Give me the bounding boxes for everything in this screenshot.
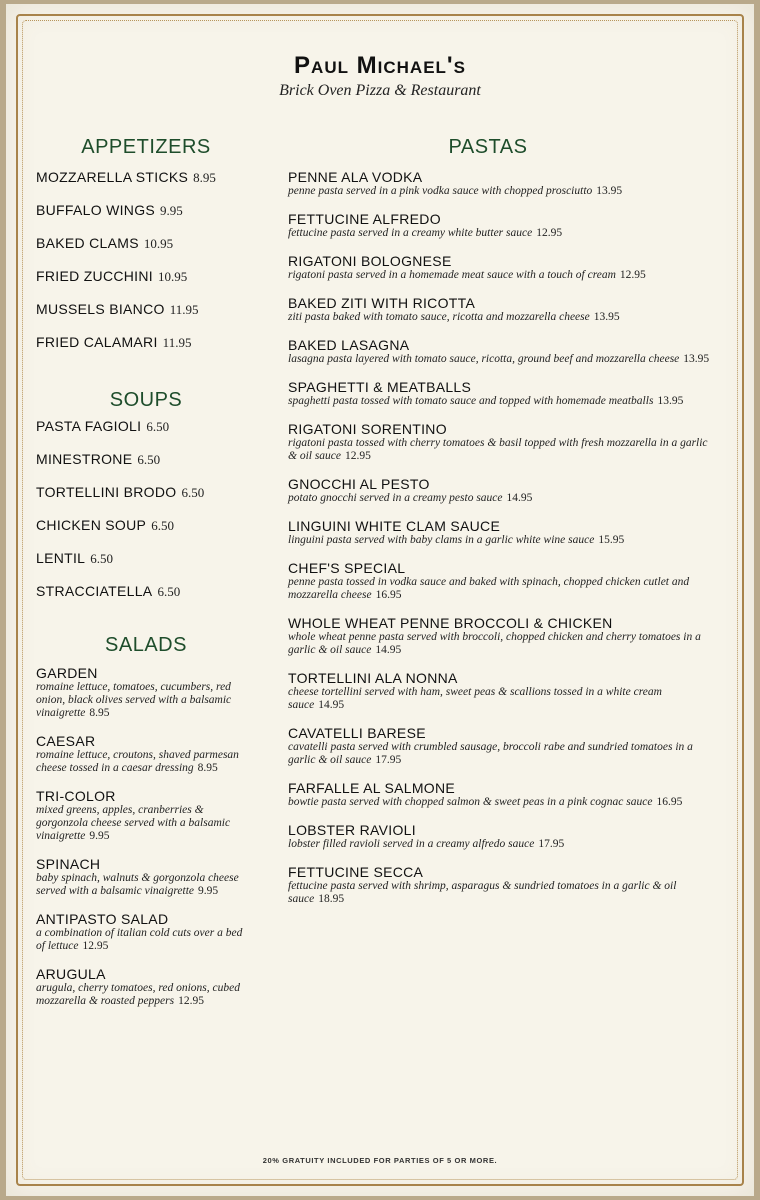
item-price: 13.95	[593, 311, 620, 323]
item-price: 8.95	[89, 707, 110, 719]
menu-item	[288, 169, 728, 198]
appetizers-heading: APPETIZERS	[81, 136, 211, 158]
item-description	[288, 437, 718, 463]
item-name: LOBSTER RAVIOLI	[288, 822, 416, 838]
item-description	[288, 227, 718, 240]
menu-item	[36, 911, 286, 953]
item-description-text: lobster filled ravioli served in a creamy alfredo sauce	[288, 838, 535, 850]
item-name: PENNE ALA VODKA	[288, 169, 423, 185]
item-price: 12.95	[345, 450, 371, 462]
menu-item	[36, 235, 286, 268]
menu-item	[36, 517, 286, 550]
item-name: BAKED ZITI WITH RICOTTA	[288, 295, 476, 311]
item-price: 12.95	[82, 940, 109, 952]
item-price: 13.95	[657, 395, 684, 407]
appetizers-list	[36, 169, 286, 367]
soups-list	[36, 418, 286, 616]
item-description-text: mixed greens, apples, cranberries & gorgonzola cheese served with a balsamic vinaigrette	[36, 804, 231, 842]
item-description	[288, 353, 718, 366]
item-name: TORTELLINI BRODO	[36, 484, 177, 500]
pastas-list	[288, 169, 728, 906]
menu-item	[288, 476, 728, 505]
menu-item	[288, 864, 728, 906]
item-name: MUSSELS BIANCO	[36, 301, 165, 317]
pastas-heading: PASTAS	[448, 136, 528, 158]
menu-item	[288, 615, 728, 657]
menu-item	[288, 780, 728, 809]
restaurant-name: Paul Michael's	[294, 52, 466, 79]
item-name: GARDEN	[36, 665, 98, 681]
item-name: BAKED CLAMS	[36, 235, 139, 251]
item-name: FETTUCINE ALFREDO	[288, 211, 441, 227]
item-name: RIGATONI BOLOGNESE	[288, 253, 452, 269]
item-description	[288, 631, 718, 657]
item-price: 6.50	[90, 551, 114, 566]
item-description-text: whole wheat penne pasta served with broccoli, chopped chicken and cherry tomatoes in a garlic & oil sauce	[288, 631, 701, 656]
item-description-text: romaine lettuce, croutons, shaved parmesan cheese tossed in a caesar dressing	[36, 749, 239, 774]
item-price: 11.95	[162, 335, 192, 350]
item-description	[36, 927, 251, 953]
menu-item	[288, 670, 728, 712]
menu-item	[36, 334, 286, 367]
menu-item	[36, 550, 286, 583]
right-column	[288, 136, 728, 919]
item-description	[36, 982, 251, 1008]
item-name: BUFFALO WINGS	[36, 202, 156, 218]
item-price: 11.95	[169, 302, 199, 317]
item-name: CAVATELLI BARESE	[288, 725, 426, 741]
item-name: FRIED ZUCCHINI	[36, 268, 153, 284]
menu-item	[288, 253, 728, 282]
item-description	[36, 804, 251, 843]
restaurant-subtitle: Brick Oven Pizza & Restaurant	[279, 82, 481, 99]
item-description-text: linguini pasta served with baby clams in a garlic white wine sauce	[288, 534, 595, 546]
item-price: 18.95	[318, 893, 345, 905]
menu-item	[36, 418, 286, 451]
item-description	[288, 269, 718, 282]
item-name: WHOLE WHEAT PENNE BROCCOLI & CHICKEN	[288, 615, 613, 631]
item-name: FRIED CALAMARI	[36, 334, 158, 350]
menu-item	[36, 301, 286, 334]
item-description-text: baby spinach, walnuts & gorgonzola cheese served with a balsamic vinaigrette	[36, 872, 239, 897]
item-price: 12.95	[536, 227, 563, 239]
item-description-text: fettucine pasta served with shrimp, asparagus & sundried tomatoes in a garlic & oil sauce	[288, 880, 677, 905]
item-price: 6.50	[137, 452, 161, 467]
item-description-text: a combination of italian cold cuts over a bed of lettuce	[36, 927, 243, 952]
soups-heading: SOUPS	[109, 389, 183, 411]
item-name: MINESTRONE	[36, 451, 133, 467]
item-description-text: ziti pasta baked with tomato sauce, ricotta and mozzarella cheese	[288, 311, 590, 323]
item-description	[288, 838, 718, 851]
menu-item	[36, 202, 286, 235]
item-description	[288, 311, 718, 324]
item-description-text: penne pasta tossed in vodka sauce and baked with spinach, chopped chicken cutlet and mozzarella cheese	[288, 576, 690, 601]
item-description	[288, 395, 718, 408]
item-name: MOZZARELLA STICKS	[36, 169, 189, 185]
item-name: GNOCCHI AL PESTO	[288, 476, 430, 492]
item-price: 9.95	[198, 885, 219, 897]
item-description-text: arugula, cherry tomatoes, red onions, cubed mozzarella & roasted peppers	[36, 982, 240, 1007]
item-description-text: rigatoni pasta tossed with cherry tomatoes & basil topped with fresh mozzarella in a garlic & oil sauce	[288, 437, 708, 462]
item-name: BAKED LASAGNA	[288, 337, 410, 353]
item-name: TORTELLINI ALA NONNA	[288, 670, 458, 686]
menu-item	[36, 966, 286, 1008]
item-description-text: spaghetti pasta tossed with tomato sauce and topped with homemade meatballs	[288, 395, 654, 407]
item-description-text: potato gnocchi served in a creamy pesto sauce	[288, 492, 503, 504]
item-description-text: cheese tortellini served with ham, sweet peas & scallions tossed in a white cream sauce	[288, 686, 662, 711]
item-price: 12.95	[178, 995, 204, 1007]
item-name: SPINACH	[36, 856, 101, 872]
item-description	[36, 681, 251, 720]
item-price: 17.95	[375, 754, 402, 766]
item-price: 10.95	[157, 269, 188, 284]
item-name: LINGUINI WHITE CLAM SAUCE	[288, 518, 501, 534]
item-price: 6.50	[157, 584, 181, 599]
item-name: ARUGULA	[36, 966, 106, 982]
item-description-text: fettucine pasta served in a creamy white butter sauce	[288, 227, 533, 239]
item-description-text: penne pasta served in a pink vodka sauce with chopped prosciutto	[288, 185, 593, 197]
item-price: 13.95	[683, 353, 710, 365]
item-name: RIGATONI SORENTINO	[288, 421, 447, 437]
gratuity-note: 20% GRATUITY INCLUDED FOR PARTIES OF 5 OR MORE.	[262, 1156, 498, 1165]
menu-item	[288, 560, 728, 602]
item-name: FETTUCINE SECCA	[288, 864, 424, 880]
item-price: 9.95	[89, 830, 110, 842]
item-description-text: romaine lettuce, tomatoes, cucumbers, red onion, black olives served with a balsamic vinaigrette	[36, 681, 232, 719]
menu-item	[36, 856, 286, 898]
item-price: 6.50	[146, 419, 170, 434]
item-price: 16.95	[656, 796, 683, 808]
item-description-text: lasagna pasta layered with tomato sauce, ricotta, ground beef and mozzarella cheese	[288, 353, 680, 365]
menu-item	[36, 733, 286, 775]
salads-list	[36, 665, 286, 1008]
item-price: 10.95	[143, 236, 174, 251]
menu-header	[6, 52, 754, 100]
item-price: 9.95	[160, 203, 183, 218]
menu-item	[36, 169, 286, 202]
item-price: 17.95	[538, 838, 565, 850]
item-price: 16.95	[375, 589, 402, 601]
item-description	[288, 741, 718, 767]
item-name: CHICKEN SOUP	[36, 517, 147, 533]
item-description	[288, 492, 718, 505]
menu-item	[288, 518, 728, 547]
menu-item	[288, 421, 728, 463]
item-price: 12.95	[619, 269, 646, 281]
menu-item	[36, 788, 286, 843]
menu-item	[36, 665, 286, 720]
salads-heading: SALADS	[105, 634, 187, 656]
item-price: 6.50	[151, 518, 174, 533]
item-name: LENTIL	[36, 550, 86, 566]
item-price: 14.95	[506, 492, 533, 504]
menu-item	[288, 822, 728, 851]
item-description	[36, 749, 251, 775]
item-price: 6.50	[181, 485, 205, 500]
item-price: 14.95	[318, 699, 345, 711]
menu-item	[36, 484, 286, 517]
item-name: STRACCIATELLA	[36, 583, 153, 599]
menu-item	[288, 379, 728, 408]
menu-item	[36, 268, 286, 301]
item-name: SPAGHETTI & MEATBALLS	[288, 379, 472, 395]
item-price: 15.95	[598, 534, 625, 546]
menu-item	[36, 451, 286, 484]
item-price: 8.95	[193, 170, 216, 185]
menu-item	[36, 583, 286, 616]
item-name: TRI-COLOR	[36, 788, 116, 804]
left-column	[36, 136, 286, 1021]
item-name: ANTIPASTO SALAD	[36, 911, 169, 927]
item-price: 8.95	[197, 762, 218, 774]
item-description-text: bowtie pasta served with chopped salmon & sweet peas in a pink cognac sauce	[288, 796, 653, 808]
item-description-text: rigatoni pasta served in a homemade meat sauce with a touch of cream	[288, 269, 616, 281]
menu-item	[288, 337, 728, 366]
item-description	[288, 576, 718, 602]
item-description	[288, 686, 718, 712]
item-name: PASTA FAGIOLI	[36, 418, 142, 434]
item-price: 14.95	[375, 644, 402, 656]
item-name: CAESAR	[36, 733, 96, 749]
item-description	[288, 796, 718, 809]
item-name: FARFALLE AL SALMONE	[288, 780, 456, 796]
item-description	[288, 534, 718, 547]
menu-page	[6, 4, 754, 1196]
menu-item	[288, 725, 728, 767]
item-description	[288, 185, 718, 198]
item-description	[288, 880, 718, 906]
item-name: CHEF'S SPECIAL	[288, 560, 406, 576]
menu-item	[288, 295, 728, 324]
item-price: 13.95	[596, 185, 623, 197]
item-description	[36, 872, 251, 898]
menu-item	[288, 211, 728, 240]
item-description-text: cavatelli pasta served with crumbled sausage, broccoli rabe and sundried tomatoes in a garlic & oil sauce	[288, 741, 693, 766]
